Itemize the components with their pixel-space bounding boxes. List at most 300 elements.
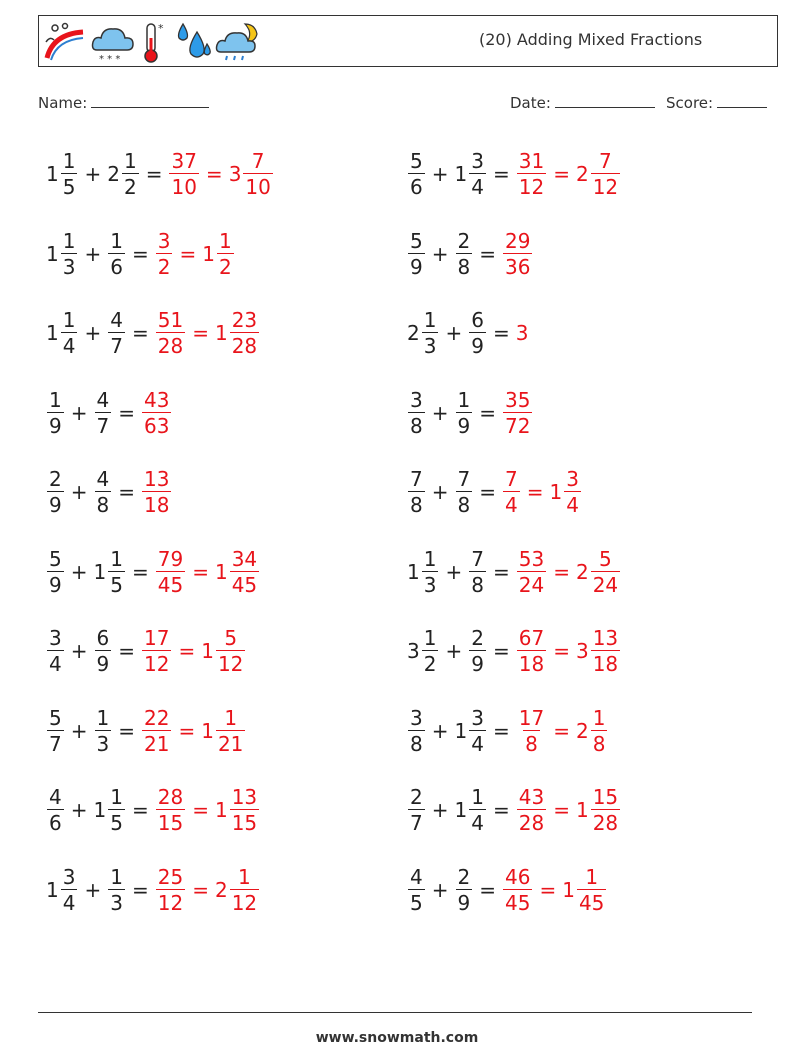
plus-sign: + (431, 877, 449, 902)
denominator: 12 (592, 175, 619, 199)
denominator: 7 (410, 811, 423, 835)
numerator: 5 (599, 546, 612, 571)
denominator: 6 (49, 811, 62, 835)
numerator: 7 (599, 149, 612, 173)
numerator: 5 (410, 149, 423, 173)
numerator: 1 (592, 705, 606, 730)
fraction (47, 628, 64, 674)
denominator: 9 (96, 652, 110, 676)
fraction (217, 228, 234, 279)
fraction (230, 546, 259, 597)
operand (94, 387, 113, 438)
operand (46, 387, 65, 438)
answer-value (516, 321, 530, 345)
denominator: 8 (410, 493, 423, 517)
numerator: 1 (218, 228, 232, 253)
denominator: 10 (171, 175, 197, 199)
fraction (564, 469, 581, 515)
denominator: 9 (49, 572, 62, 597)
answer-value (155, 310, 186, 356)
numerator: 2 (457, 228, 471, 253)
fraction (122, 151, 139, 197)
numerator: 35 (505, 387, 531, 412)
answer-value (516, 705, 547, 756)
numerator: 67 (518, 626, 545, 650)
fraction (591, 151, 620, 197)
operand (46, 151, 78, 197)
whole-number: 1 (214, 559, 228, 584)
equals-sign: = (178, 639, 196, 663)
numerator: 1 (224, 705, 238, 730)
denominator: 15 (231, 811, 258, 835)
denominator: 9 (457, 890, 471, 915)
fraction (108, 787, 125, 833)
plus-sign: + (84, 877, 102, 902)
numerator: 28 (157, 785, 184, 809)
fraction (47, 469, 64, 515)
equals-sign: = (553, 718, 570, 743)
numerator: 1 (457, 387, 471, 412)
fraction (156, 864, 185, 915)
equals-sign: = (539, 877, 557, 902)
operand (407, 387, 426, 438)
denominator: 9 (471, 334, 484, 358)
numerator: 1 (238, 864, 251, 889)
denominator: 4 (49, 652, 62, 676)
problem-item (407, 381, 533, 445)
fraction (156, 310, 185, 356)
operand (46, 228, 78, 279)
fraction (156, 228, 173, 279)
numerator: 2 (457, 864, 471, 889)
problem-item (46, 381, 172, 445)
operand (94, 469, 113, 515)
plus-sign: + (70, 798, 88, 822)
answer-value (155, 787, 186, 833)
denominator: 9 (457, 413, 471, 438)
denominator: 8 (592, 731, 606, 756)
answer-value (141, 705, 172, 756)
equals-sign: = (192, 798, 209, 822)
problem-item (46, 222, 235, 286)
operand (454, 705, 487, 756)
denominator: 4 (471, 811, 484, 835)
equals-sign: = (492, 798, 510, 822)
operand (407, 787, 426, 833)
fraction (469, 151, 486, 197)
plus-sign: + (445, 321, 463, 345)
fraction (230, 864, 259, 915)
weather-icons (43, 19, 263, 65)
denominator: 7 (110, 334, 123, 358)
denominator: 9 (471, 652, 484, 676)
whole-number: 1 (93, 559, 107, 584)
denominator: 9 (49, 413, 62, 438)
operand (455, 787, 487, 833)
problem-item (46, 540, 260, 604)
numerator: 3 (157, 228, 171, 253)
denominator: 10 (245, 175, 271, 199)
denominator: 6 (110, 254, 123, 279)
numerator: 17 (144, 626, 170, 650)
fraction (408, 228, 425, 279)
fraction (456, 864, 473, 915)
numerator: 5 (410, 228, 423, 253)
whole-number: 1 (201, 718, 214, 743)
numerator: 22 (144, 705, 170, 730)
whole-number: 1 (575, 798, 589, 822)
operand (455, 228, 474, 279)
operand (407, 628, 439, 674)
numerator: 1 (49, 387, 62, 412)
score-blank[interactable] (717, 93, 767, 108)
denominator: 8 (471, 572, 484, 597)
denominator: 6 (410, 175, 423, 199)
svg-text:* * *: * * * (99, 54, 121, 64)
denominator: 72 (505, 413, 531, 438)
numerator: 23 (231, 308, 258, 332)
fraction (422, 628, 439, 674)
numerator: 1 (110, 864, 123, 889)
worksheet-title: (20) Adding Mixed Fractions (479, 30, 703, 49)
problem-item (407, 460, 582, 524)
fraction (503, 387, 532, 438)
whole-number: 2 (407, 321, 420, 345)
plus-sign: + (431, 400, 449, 425)
name-blank[interactable] (91, 93, 209, 108)
numerator: 13 (144, 467, 170, 491)
answer-value (201, 628, 246, 674)
equals-sign: = (118, 480, 135, 504)
fraction (61, 310, 78, 356)
numerator: 15 (592, 785, 619, 809)
problem-item (46, 142, 274, 206)
denominator: 2 (157, 254, 171, 279)
numerator: 7 (251, 149, 265, 173)
whole-number: 1 (46, 162, 59, 186)
denominator: 3 (62, 254, 76, 279)
problem-item (46, 301, 260, 365)
denominator: 28 (518, 811, 545, 835)
numerator: 1 (423, 308, 437, 332)
answer-value (215, 787, 260, 833)
numerator: 3 (410, 705, 423, 730)
denominator: 5 (62, 175, 76, 199)
date-blank[interactable] (555, 93, 655, 108)
numerator: 1 (123, 149, 137, 173)
numerator: 79 (157, 546, 184, 571)
equals-sign: = (178, 718, 196, 743)
fraction (108, 546, 125, 597)
answer-value (576, 151, 621, 197)
denominator: 12 (518, 175, 545, 199)
denominator: 7 (49, 731, 62, 756)
problem-item (407, 778, 621, 842)
operand (468, 546, 487, 597)
answer-value (502, 387, 533, 438)
answer-value (215, 310, 260, 356)
denominator: 7 (96, 413, 110, 438)
numerator: 4 (49, 785, 62, 809)
denominator: 3 (423, 572, 437, 597)
fraction (456, 469, 473, 515)
fraction (503, 864, 532, 915)
wind-icon (43, 20, 87, 64)
operand (94, 628, 113, 674)
fraction (230, 787, 259, 833)
fraction (142, 705, 171, 756)
numerator: 4 (96, 467, 110, 491)
answer-value (141, 469, 172, 515)
denominator: 8 (525, 731, 538, 756)
denominator: 2 (123, 175, 137, 199)
plus-sign: + (84, 241, 102, 266)
whole-number: 1 (454, 162, 468, 186)
operand (455, 151, 487, 197)
fraction (456, 228, 473, 279)
operand (93, 546, 126, 597)
fraction (61, 151, 78, 197)
denominator: 18 (144, 493, 170, 517)
whole-number: 1 (214, 798, 228, 822)
operand (46, 546, 65, 597)
answer-value (155, 228, 174, 279)
worksheet-header (38, 15, 778, 67)
numerator: 7 (457, 467, 471, 491)
svg-text:*: * (158, 22, 164, 35)
numerator: 4 (96, 387, 110, 412)
operand (455, 469, 474, 515)
denominator: 8 (457, 254, 471, 279)
denominator: 4 (471, 175, 484, 199)
plus-sign: + (70, 639, 88, 663)
denominator: 4 (62, 334, 76, 358)
operand (46, 469, 65, 515)
whole-number: 2 (575, 718, 589, 743)
plus-sign: + (431, 241, 449, 266)
equals-sign: = (526, 480, 544, 504)
fraction (422, 310, 439, 356)
answer-value (502, 469, 521, 515)
answer-value (214, 546, 260, 597)
whole-number: 1 (214, 321, 228, 345)
operand (407, 151, 426, 197)
denominator: 5 (110, 572, 123, 597)
equals-sign: = (553, 798, 570, 822)
equals-sign: = (131, 798, 149, 822)
operand (107, 228, 126, 279)
whole-number: 1 (454, 718, 468, 743)
water-drops-icon (173, 20, 213, 64)
equals-sign: = (553, 162, 570, 186)
fraction (108, 228, 125, 279)
operand (455, 864, 474, 915)
denominator: 45 (578, 890, 605, 915)
fraction (577, 864, 606, 915)
answer-value (502, 864, 533, 915)
snow-cloud-icon (89, 20, 137, 64)
fraction (230, 310, 259, 356)
operand (455, 387, 474, 438)
fraction (469, 628, 486, 674)
numerator: 2 (471, 626, 484, 650)
fraction (408, 705, 425, 756)
plus-sign: + (70, 400, 88, 425)
name-label: Name: (38, 94, 88, 112)
numerator: 46 (505, 864, 531, 889)
numerator: 29 (505, 228, 531, 253)
numerator: 37 (171, 149, 197, 173)
equals-sign: = (492, 321, 510, 345)
whole-number: 2 (107, 162, 120, 186)
answer-value (229, 151, 274, 197)
numerator: 1 (423, 546, 437, 571)
fraction (469, 546, 486, 597)
answer-value (502, 228, 533, 279)
operand (46, 864, 78, 915)
numerator: 3 (49, 626, 62, 650)
numerator: 1 (110, 228, 123, 253)
numerator: 13 (231, 785, 258, 809)
fraction (408, 151, 425, 197)
fraction (408, 787, 425, 833)
fraction (408, 469, 425, 515)
fraction (95, 705, 112, 756)
equals-sign: = (118, 639, 135, 663)
answer-value (214, 864, 260, 915)
fraction (216, 705, 245, 756)
whole-number: 1 (202, 241, 215, 266)
denominator: 4 (566, 493, 579, 517)
numerator: 1 (423, 626, 437, 650)
operand (407, 228, 426, 279)
fraction (95, 469, 112, 515)
denominator: 3 (423, 334, 437, 358)
answer-value (562, 864, 607, 915)
whole-number: 2 (575, 559, 589, 584)
plus-sign: + (70, 718, 88, 743)
numerator: 17 (518, 705, 545, 730)
denominator: 2 (423, 652, 437, 676)
fraction (169, 151, 198, 197)
fraction (61, 864, 78, 915)
problem-item (407, 699, 608, 763)
numerator: 43 (144, 387, 170, 412)
whole-number: 3 (515, 321, 529, 345)
numerator: 2 (49, 467, 62, 491)
operand (407, 546, 439, 597)
fraction (456, 387, 473, 438)
score-field (666, 93, 767, 112)
operand (407, 864, 426, 915)
footer-divider (38, 1012, 752, 1013)
denominator: 24 (518, 572, 545, 597)
denominator: 15 (157, 811, 184, 835)
fraction (408, 864, 425, 915)
problem-item (46, 460, 172, 524)
equals-sign: = (145, 162, 163, 186)
night-rain-cloud-icon (215, 20, 263, 64)
equals-sign: = (205, 162, 223, 186)
numerator: 3 (471, 149, 484, 173)
denominator: 9 (49, 493, 62, 517)
denominator: 2 (218, 254, 232, 279)
numerator: 7 (505, 467, 518, 491)
fraction (469, 705, 486, 756)
fraction (47, 546, 64, 597)
fraction (47, 387, 64, 438)
numerator: 7 (471, 546, 484, 571)
answer-value (201, 705, 246, 756)
score-label: Score: (666, 94, 714, 112)
fraction (61, 228, 78, 279)
whole-number: 3 (407, 639, 420, 663)
numerator: 34 (231, 546, 258, 571)
problem-item (407, 301, 529, 365)
plus-sign: + (431, 798, 449, 822)
fraction (95, 628, 112, 674)
operand (46, 628, 65, 674)
fraction (503, 228, 532, 279)
fraction (108, 864, 125, 915)
plus-sign: + (431, 162, 449, 186)
answer-value (576, 787, 621, 833)
numerator: 3 (471, 705, 484, 730)
denominator: 4 (62, 890, 76, 915)
denominator: 12 (144, 652, 170, 676)
equals-sign: = (192, 877, 209, 902)
numerator: 6 (471, 308, 484, 332)
operand (107, 864, 126, 915)
fraction (95, 387, 112, 438)
equals-sign: = (479, 480, 496, 504)
equals-sign: = (553, 639, 570, 663)
numerator: 6 (96, 626, 110, 650)
denominator: 4 (505, 493, 518, 517)
operand (46, 310, 78, 356)
fraction (142, 628, 171, 674)
denominator: 21 (217, 731, 244, 756)
answer-value (516, 151, 547, 197)
denominator: 12 (217, 652, 244, 676)
problem-item (46, 778, 260, 842)
plus-sign: + (445, 559, 463, 584)
whole-number: 1 (93, 798, 107, 822)
problem-item (407, 619, 621, 683)
numerator: 3 (62, 864, 76, 889)
denominator: 28 (592, 811, 619, 835)
fraction (47, 787, 64, 833)
operand (46, 705, 65, 756)
denominator: 45 (231, 572, 258, 597)
whole-number: 3 (575, 639, 589, 663)
whole-number: 1 (46, 321, 59, 345)
numerator: 13 (592, 626, 619, 650)
denominator: 8 (96, 493, 110, 517)
problem-item (407, 222, 533, 286)
whole-number: 1 (407, 559, 420, 584)
answer-value (155, 864, 186, 915)
answer-value (516, 546, 547, 597)
denominator: 21 (144, 731, 170, 756)
operand (107, 151, 139, 197)
answer-value (202, 228, 234, 279)
numerator: 5 (224, 626, 238, 650)
date-field (510, 93, 655, 112)
denominator: 5 (110, 811, 123, 835)
numerator: 5 (49, 546, 62, 571)
numerator: 5 (49, 705, 62, 730)
